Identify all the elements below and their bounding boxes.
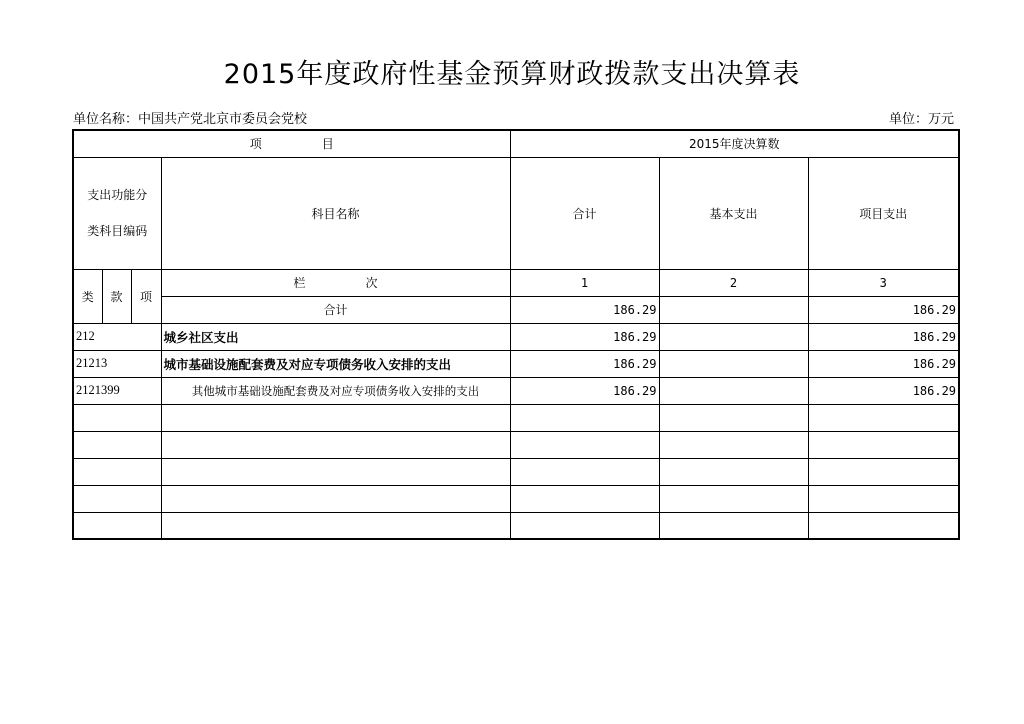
empty-cell: [659, 404, 808, 431]
empty-cell: [161, 404, 510, 431]
empty-row: [73, 404, 959, 431]
empty-cell: [510, 485, 659, 512]
empty-cell: [161, 485, 510, 512]
empty-row: [73, 458, 959, 485]
header-func-code-line2: 类科目编码: [87, 224, 148, 238]
row-total: 186.29: [510, 377, 659, 404]
empty-cell: [510, 404, 659, 431]
empty-cell: [659, 458, 808, 485]
row-project: 186.29: [808, 350, 959, 377]
row-basic: [659, 350, 808, 377]
header-row-3: [73, 269, 959, 296]
empty-cell: [510, 458, 659, 485]
header-col1: 1: [510, 269, 659, 296]
header-total: 合计: [510, 157, 659, 269]
header-column: 栏 次: [161, 269, 510, 296]
row-basic: [659, 377, 808, 404]
row-code: 2121399: [73, 377, 161, 404]
total-project: 186.29: [808, 296, 959, 323]
row-name: 其他城市基础设施配套费及对应专项债务收入安排的支出: [161, 377, 510, 404]
row-total: 186.29: [510, 323, 659, 350]
header-func-code-line1: 支出功能分: [87, 188, 148, 202]
header-project-exp: 项目支出: [808, 157, 959, 269]
row-name: 城市基础设施配套费及对应专项债务收入安排的支出: [161, 350, 510, 377]
empty-cell: [510, 512, 659, 539]
empty-cell: [73, 485, 161, 512]
empty-row: [73, 431, 959, 458]
row-project: 186.29: [808, 323, 959, 350]
empty-cell: [161, 512, 510, 539]
row-code: 212: [73, 323, 161, 350]
empty-cell: [659, 512, 808, 539]
page-title: 2015年度政府性基金预算财政拨款支出决算表: [223, 59, 801, 90]
empty-cell: [808, 485, 959, 512]
empty-cell: [73, 458, 161, 485]
header-row-1: [73, 130, 959, 157]
header-func-code: [73, 157, 161, 269]
header-subject-name: 科目名称: [161, 157, 510, 269]
row-code: 21213: [73, 350, 161, 377]
settlement-table: [72, 129, 960, 540]
empty-cell: [510, 431, 659, 458]
header-lei: 类: [73, 269, 102, 323]
empty-row: [73, 485, 959, 512]
empty-row: [73, 512, 959, 539]
empty-cell: [161, 458, 510, 485]
table-row: [73, 323, 959, 350]
unit-name: 单位名称：中国共产党北京市委员会党校: [73, 112, 308, 127]
header-basic: 基本支出: [659, 157, 808, 269]
empty-cell: [161, 431, 510, 458]
empty-cell: [73, 404, 161, 431]
empty-cell: [73, 431, 161, 458]
empty-cell: [659, 485, 808, 512]
empty-cell: [808, 512, 959, 539]
row-project: 186.29: [808, 377, 959, 404]
empty-cell: [808, 404, 959, 431]
empty-cell: [659, 431, 808, 458]
total-row: [73, 296, 959, 323]
total-label: 合计: [161, 296, 510, 323]
empty-cell: [808, 458, 959, 485]
total-basic: [659, 296, 808, 323]
row-total: 186.29: [510, 350, 659, 377]
table-row: [73, 350, 959, 377]
table-row: [73, 377, 959, 404]
row-name: 城乡社区支出: [161, 323, 510, 350]
header-row-2: [73, 157, 959, 269]
header-year-settlement: 2015年度决算数: [510, 130, 959, 157]
total-sum: 186.29: [510, 296, 659, 323]
empty-cell: [808, 431, 959, 458]
empty-cell: [73, 512, 161, 539]
row-basic: [659, 323, 808, 350]
currency-unit: 单位：万元: [888, 112, 954, 127]
header-project: 项 目: [73, 130, 510, 157]
header-col2: 2: [659, 269, 808, 296]
header-xiang: 项: [131, 269, 161, 323]
header-kuan: 款: [102, 269, 131, 323]
header-col3: 3: [808, 269, 959, 296]
